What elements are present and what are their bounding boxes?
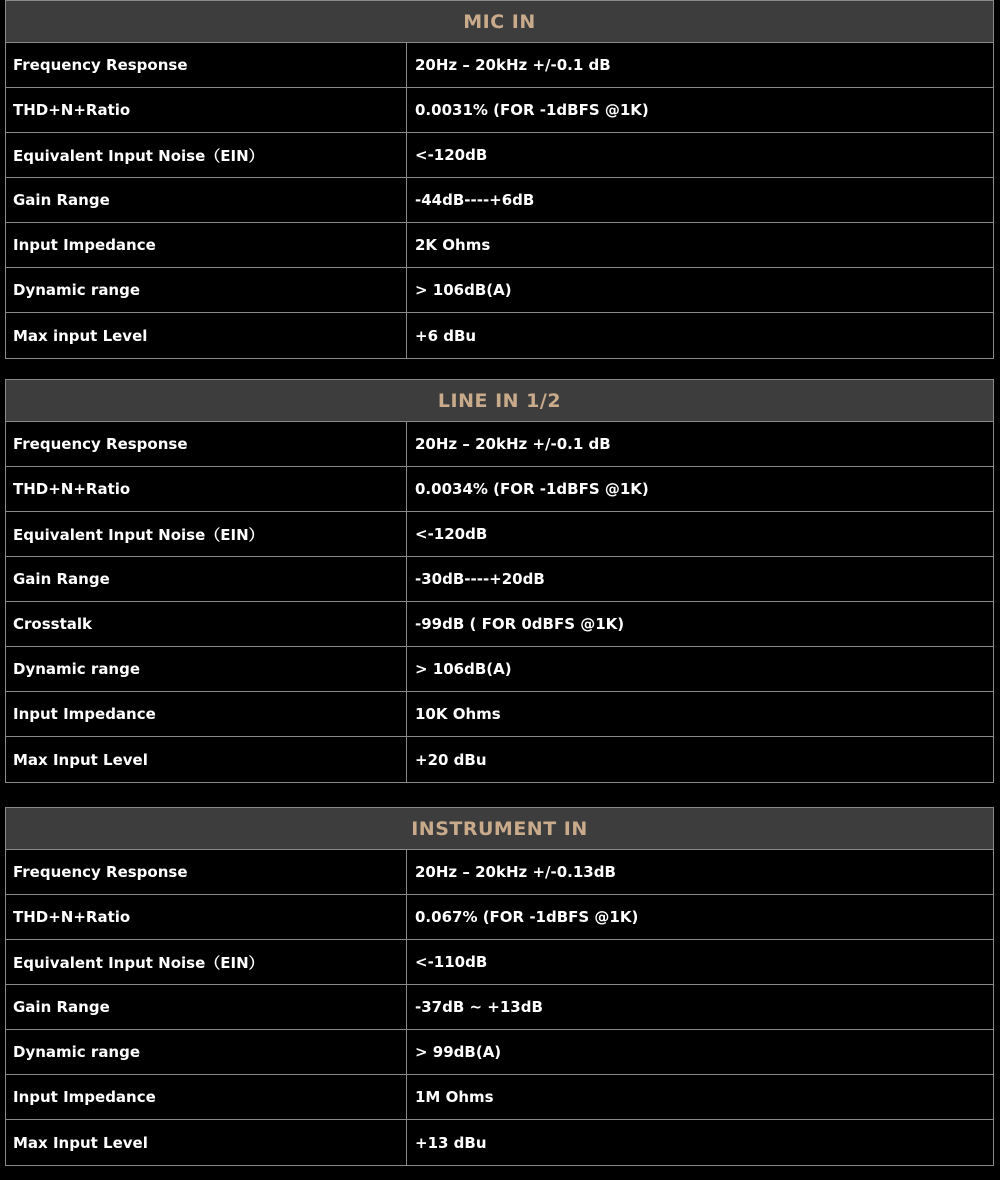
spec-value: -30dB----+20dB	[415, 570, 545, 588]
table-row	[6, 850, 993, 895]
spec-label: Gain Range	[6, 985, 407, 1029]
mic-in-header	[6, 1, 993, 43]
spec-label: Max input Level	[6, 313, 407, 358]
spec-value: 0.0034% (FOR -1dBFS @1K)	[415, 480, 649, 498]
spec-label: Input Impedance	[6, 692, 407, 736]
spec-label: Max Input Level	[6, 1120, 407, 1165]
spec-value: 0.067% (FOR -1dBFS @1K)	[415, 908, 639, 926]
table-row	[6, 692, 993, 737]
spec-value: -44dB----+6dB	[415, 191, 535, 209]
table-row	[6, 1120, 993, 1165]
table-row	[6, 223, 993, 268]
spec-label: Gain Range	[6, 178, 407, 222]
spec-value: 1M Ohms	[415, 1088, 494, 1106]
table-row	[6, 985, 993, 1030]
table-row	[6, 1075, 993, 1120]
spec-value: > 106dB(A)	[415, 281, 512, 299]
spec-label: Frequency Response	[6, 850, 407, 894]
spec-value: <-120dB	[415, 146, 488, 164]
spec-label: Equivalent Input Noise（EIN）	[6, 512, 407, 556]
line-in-header	[6, 380, 993, 422]
table-row	[6, 557, 993, 602]
spec-value: +20 dBu	[415, 750, 487, 769]
spec-label: Input Impedance	[6, 223, 407, 267]
table-row	[6, 737, 993, 782]
spec-label: Frequency Response	[6, 422, 407, 466]
spec-label: Frequency Response	[6, 43, 407, 87]
table-row	[6, 313, 993, 358]
instrument-in-spec-table	[5, 807, 994, 1166]
spec-label: THD+N+Ratio	[6, 895, 407, 939]
spec-label: THD+N+Ratio	[6, 467, 407, 511]
instrument-in-title: INSTRUMENT IN	[411, 817, 588, 840]
spec-label: Crosstalk	[6, 602, 407, 646]
table-row	[6, 268, 993, 313]
spec-label: Dynamic range	[6, 268, 407, 312]
table-row	[6, 940, 993, 985]
table-row	[6, 422, 993, 467]
spec-value: <-120dB	[415, 525, 488, 543]
spec-value: > 106dB(A)	[415, 660, 512, 678]
spec-value: -99dB ( FOR 0dBFS @1K)	[415, 615, 625, 633]
spec-label: Equivalent Input Noise（EIN）	[6, 940, 407, 984]
spec-label: THD+N+Ratio	[6, 88, 407, 132]
spec-label: Dynamic range	[6, 647, 407, 691]
spec-value: 20Hz – 20kHz +/-0.13dB	[415, 863, 616, 881]
mic-in-spec-table	[5, 0, 994, 359]
spec-value: 0.0031% (FOR -1dBFS @1K)	[415, 101, 649, 119]
line-in-spec-table	[5, 379, 994, 783]
table-row	[6, 133, 993, 178]
spec-value: 20Hz – 20kHz +/-0.1 dB	[415, 56, 611, 74]
mic-in-title: MIC IN	[463, 10, 536, 33]
spec-label: Gain Range	[6, 557, 407, 601]
line-in-title: LINE IN 1/2	[437, 389, 562, 412]
table-row	[6, 1030, 993, 1075]
spec-value: 20Hz – 20kHz +/-0.1 dB	[415, 435, 611, 453]
table-row	[6, 895, 993, 940]
spec-label: Max Input Level	[6, 737, 407, 782]
instrument-in-header	[6, 808, 993, 850]
spec-value: <-110dB	[415, 953, 488, 971]
spec-value: 10K Ohms	[415, 705, 501, 723]
spec-value: +6 dBu	[415, 326, 477, 345]
table-row	[6, 467, 993, 512]
spec-value: 2K Ohms	[415, 236, 491, 254]
table-row	[6, 43, 993, 88]
spec-label: Input Impedance	[6, 1075, 407, 1119]
table-row	[6, 88, 993, 133]
spec-value: -37dB ~ +13dB	[415, 998, 543, 1016]
spec-label: Equivalent Input Noise（EIN）	[6, 133, 407, 177]
spec-label: Dynamic range	[6, 1030, 407, 1074]
table-row	[6, 602, 993, 647]
spec-value: > 99dB(A)	[415, 1043, 502, 1061]
table-row	[6, 512, 993, 557]
table-row	[6, 647, 993, 692]
table-row	[6, 178, 993, 223]
spec-value: +13 dBu	[415, 1133, 487, 1152]
